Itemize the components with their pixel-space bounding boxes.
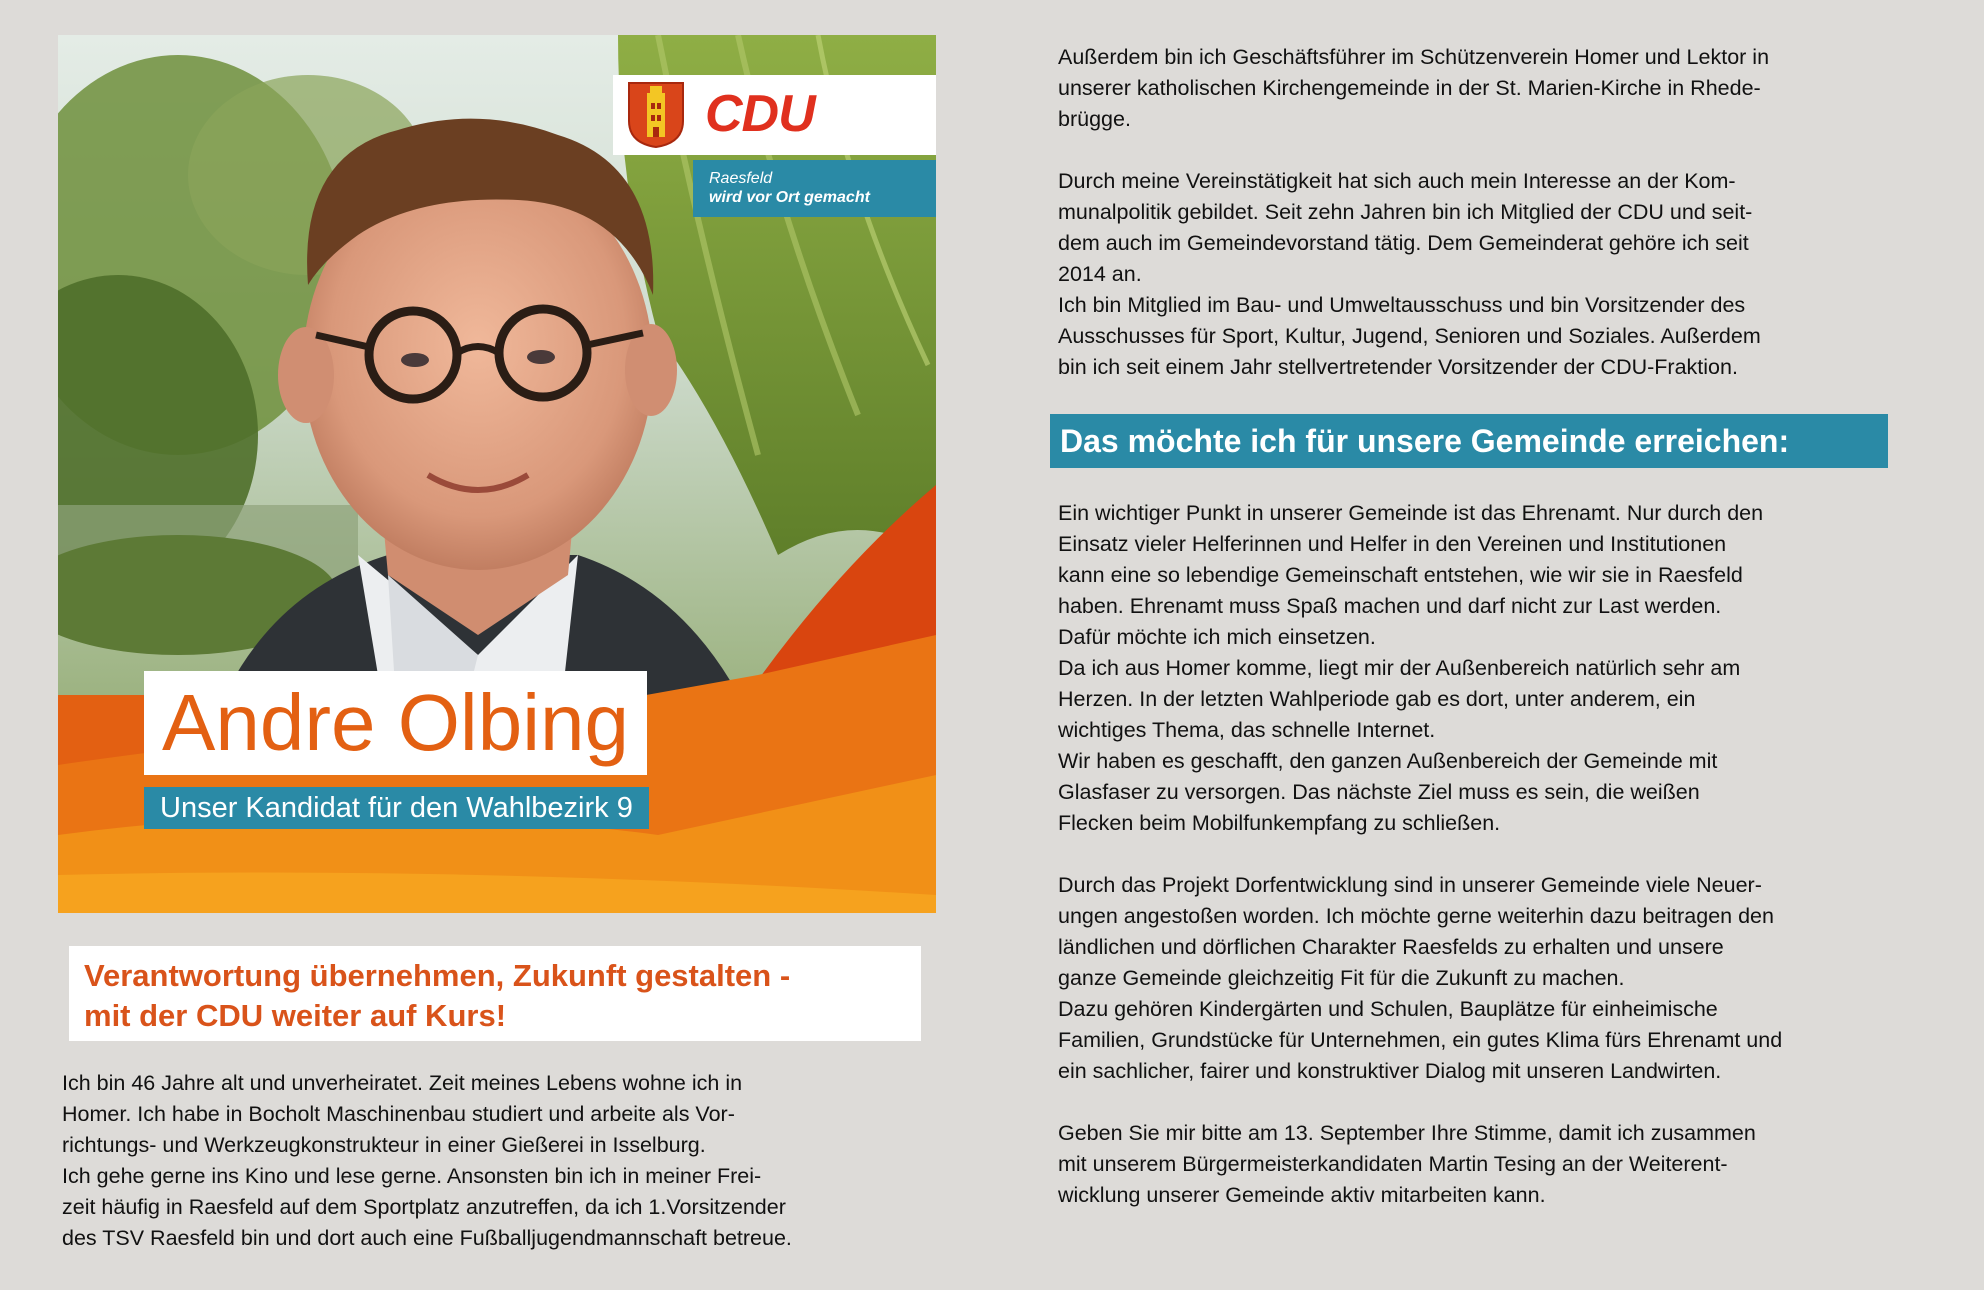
text-line: ganze Gemeinde gleichzeitig Fit für die Zukunft zu machen. bbox=[1058, 966, 1625, 990]
bio-continued bbox=[1058, 42, 1958, 383]
text-line: wichtiges Thema, das schnelle Internet. bbox=[1058, 718, 1436, 742]
text-line: mit unserem Bürgermeisterkandidaten Martin Tesing an der Weiterent- bbox=[1058, 1152, 1728, 1176]
tagline-motto: wird vor Ort gemacht bbox=[709, 189, 870, 206]
text-line: ländlichen und dörflichen Charakter Raesfelds zu erhalten und unsere bbox=[1058, 935, 1724, 959]
text-line: wicklung unserer Gemeinde aktiv mitarbeiten kann. bbox=[1058, 1183, 1546, 1207]
goals-heading: Das möchte ich für unsere Gemeinde erreichen: bbox=[1050, 414, 1888, 468]
text-line: Dazu gehören Kindergärten und Schulen, Bauplätze für einheimische bbox=[1058, 997, 1718, 1021]
text-line: Da ich aus Homer komme, liegt mir der Außenbereich natürlich sehr am bbox=[1058, 656, 1741, 680]
text-line: Homer. Ich habe in Bocholt Maschinenbau studiert und arbeite als Vor- bbox=[62, 1102, 735, 1126]
text-line: unserer katholischen Kirchengemeinde in der St. Marien-Kirche in Rhede- bbox=[1058, 76, 1761, 100]
cdu-logo bbox=[613, 75, 936, 155]
text-line: Flecken beim Mobilfunkempfang zu schließen. bbox=[1058, 811, 1501, 835]
text-line: Durch das Projekt Dorfentwicklung sind in unserer Gemeinde viele Neuer- bbox=[1058, 873, 1762, 897]
text-line: ein sachlicher, fairer und konstruktiver Dialog mit unseren Landwirten. bbox=[1058, 1059, 1722, 1083]
text-line: Dafür möchte ich mich einsetzen. bbox=[1058, 625, 1376, 649]
text-line: 2014 an. bbox=[1058, 262, 1142, 286]
text-line: Ausschusses für Sport, Kultur, Jugend, Senioren und Soziales. Außerdem bbox=[1058, 324, 1761, 348]
text-line: Außerdem bin ich Geschäftsführer im Schützenverein Homer und Lektor in bbox=[1058, 45, 1770, 69]
text-line: Ich gehe gerne ins Kino und lese gerne. Ansonsten bin ich in meiner Frei- bbox=[62, 1164, 762, 1188]
text-line: kann eine so lebendige Gemeinschaft entstehen, wie wir sie in Raesfeld bbox=[1058, 563, 1743, 587]
slogan-line-1: Verantwortung übernehmen, Zukunft gestalten - bbox=[84, 958, 791, 993]
tagline-town: Raesfeld bbox=[709, 170, 773, 187]
text-line: Familien, Grundstücke für Unternehmen, ein gutes Klima fürs Ehrenamt und bbox=[1058, 1028, 1783, 1052]
text-line: Ich bin Mitglied im Bau- und Umweltausschuss und bin Vorsitzender des bbox=[1058, 293, 1746, 317]
text-line bbox=[1058, 1087, 1958, 1118]
goals-text bbox=[1058, 498, 1958, 1211]
text-line: Glasfaser zu versorgen. Das nächste Ziel muss es sein, die weißen bbox=[1058, 780, 1700, 804]
text-line: munalpolitik gebildet. Seit zehn Jahren bin ich Mitglied der CDU und seit- bbox=[1058, 200, 1753, 224]
text-line: zeit häufig in Raesfeld auf dem Sportplatz anzutreffen, da ich 1.Vorsitzender bbox=[62, 1195, 786, 1219]
text-line: dem auch im Gemeindevorstand tätig. Dem Gemeinderat gehöre ich seit bbox=[1058, 231, 1749, 255]
text-line: Ich bin 46 Jahre alt und unverheiratet. Zeit meines Lebens wohne ich in bbox=[62, 1071, 743, 1095]
text-line bbox=[1058, 135, 1958, 166]
text-line: haben. Ehrenamt muss Spaß machen und darf nicht zur Last werden. bbox=[1058, 594, 1722, 618]
text-line: richtungs- und Werkzeugkonstrukteur in einer Gießerei in Isselburg. bbox=[62, 1133, 706, 1157]
text-line: bin ich seit einem Jahr stellvertretender Vorsitzender der CDU-Fraktion. bbox=[1058, 355, 1738, 379]
text-line: Ein wichtiger Punkt in unserer Gemeinde ist das Ehrenamt. Nur durch den bbox=[1058, 501, 1764, 525]
text-line: des TSV Raesfeld bin und dort auch eine Fußballjugendmannschaft betreue. bbox=[62, 1226, 792, 1250]
campaign-slogan bbox=[69, 946, 921, 1041]
raesfeld-tagline bbox=[693, 160, 936, 217]
text-line: Herzen. In der letzten Wahlperiode gab es dort, unter anderem, ein bbox=[1058, 687, 1696, 711]
text-line: Durch meine Vereinstätigkeit hat sich auch mein Interesse an der Kom- bbox=[1058, 169, 1736, 193]
slogan-line-2: mit der CDU weiter auf Kurs! bbox=[84, 998, 507, 1033]
text-line: ungen angestoßen worden. Ich möchte gerne weiterhin dazu beitragen den bbox=[1058, 904, 1774, 928]
text-line: Einsatz vieler Helferinnen und Helfer in den Vereinen und Institutionen bbox=[1058, 532, 1727, 556]
candidate-poster bbox=[58, 35, 936, 913]
text-line: brügge. bbox=[1058, 107, 1131, 131]
text-line: Geben Sie mir bitte am 13. September Ihre Stimme, damit ich zusammen bbox=[1058, 1121, 1756, 1145]
text-line bbox=[1058, 839, 1958, 870]
raesfeld-crest-icon bbox=[627, 81, 685, 149]
text-line: Wir haben es geschafft, den ganzen Außenbereich der Gemeinde mit bbox=[1058, 749, 1718, 773]
cdu-logo-text: CDU bbox=[705, 85, 815, 143]
candidate-name: Andre Olbing bbox=[144, 671, 647, 775]
bio-intro bbox=[62, 1068, 962, 1254]
candidate-subtitle: Unser Kandidat für den Wahlbezirk 9 bbox=[144, 787, 649, 829]
